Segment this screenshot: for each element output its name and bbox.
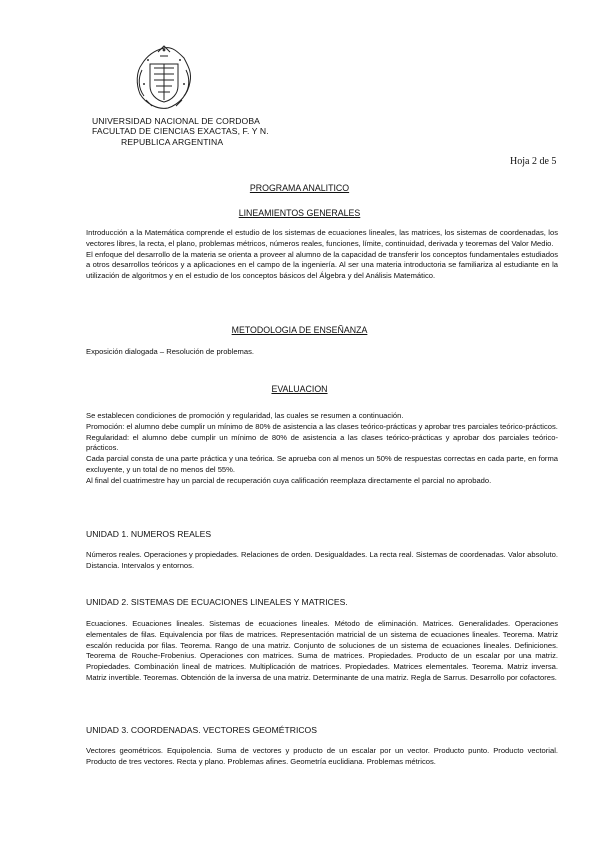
evaluacion-paragraph: Promoción: el alumno debe cumplir un mínimo de 80% de asistencia a las clases teórico-prácticas y aprobar tres parciales teórico-prácticos. — [86, 421, 558, 431]
evaluacion-body — [86, 411, 558, 487]
metodologia-paragraph: Exposición dialogada – Resolución de problemas. — [86, 347, 255, 356]
page-number: Hoja 2 de 5 — [510, 156, 557, 167]
unit-1-body: Números reales. Operaciones y propiedades. Relaciones de orden. Desigualdades. La recta real. Sistemas de coordenadas. Valor absoluto. Distancia. Intervalos y entornos. — [86, 550, 558, 570]
lineamientos-heading: LINEAMIENTOS GENERALES — [238, 208, 361, 218]
unit-3-title: UNIDAD 3. COORDENADAS. VECTORES GEOMÉTRICOS — [86, 725, 317, 735]
evaluacion-paragraph: Al final del cuatrimestre hay un parcial de recuperación cuya calificación reemplaza directamente el parcial no aprobado. — [86, 475, 492, 485]
program-title: PROGRAMA ANALITICO — [249, 183, 350, 193]
evaluacion-paragraph: Se establecen condiciones de promoción y regularidad, las cuales se resumen a continuación. — [86, 411, 404, 420]
lineamientos-paragraph: El enfoque del desarrollo de la materia se orienta a proveer al alumno de la capacidad de transferir los conceptos fundamentales estudiados a otros desarrollos teóricos y a aplicaciones en el campo de la ingeniería. Al ser una materia introductoria se familiariza al estudiante en la utilización de algoritmos y en el estudio de los conceptos básicos del Álgebra y del Análisis Matemático. — [86, 249, 558, 281]
evaluacion-paragraph: Regularidad: el alumno debe cumplir un mínimo de 80% de asistencia a las clases teórico-prácticas y aprobar dos parciales teórico-prácticos. — [86, 432, 558, 453]
unit-3-body: Vectores geométricos. Equipolencia. Suma de vectores y producto de un escalar por un vector. Producto punto. Producto vectorial. Producto de tres vectores. Recta y plano. Problemas afines. Geometría euclidiana. Problemas métricos. — [86, 746, 558, 766]
metodologia-body — [86, 347, 558, 358]
faculty-name: FACULTAD DE CIENCIAS EXACTAS, F. Y N. — [92, 126, 269, 136]
lineamientos-paragraph: Introducción a la Matemática comprende el estudio de los sistemas de ecuaciones lineales, las matrices, los sistemas de coordenadas, los vectores libres, la recta, el plano, problemas métricos, números reales, funciones, límite, continuidad, derivada y teoremas del Valor Medio. — [86, 228, 558, 248]
country-name: REPUBLICA ARGENTINA — [121, 137, 224, 147]
metodologia-heading: METODOLOGIA DE ENSEÑANZA — [231, 325, 368, 335]
evaluacion-heading: EVALUACION — [271, 384, 328, 394]
university-seal — [128, 42, 200, 114]
unit-2-title: UNIDAD 2. SISTEMAS DE ECUACIONES LINEALES Y MATRICES. — [86, 597, 348, 607]
evaluacion-paragraph: Cada parcial consta de una parte práctica y una teórica. Se aprueba con al menos un 50% de respuestas correctas en cada parte, en forma excluyente, y un total de no menos del 55%. — [86, 454, 558, 474]
university-name: UNIVERSIDAD NACIONAL DE CORDOBA — [92, 116, 261, 126]
unit-1-title: UNIDAD 1. NUMEROS REALES — [86, 529, 212, 539]
unit-2-body: Ecuaciones. Ecuaciones lineales. Sistemas de ecuaciones lineales. Método de eliminación. Matrices. Generalidades. Operaciones elementales de filas. Equivalencia por filas de matrices. Representación matricial de un sistema de ecuaciones lineales. Teorema. Matriz escalón reducida por filas. Teorema. Rango de una matriz. Conjunto de soluciones de un sistema de ecuaciones lineales. Definiciones. Teorema de Rouche-Frobenius. Operaciones con matrices. Suma de matrices. Propiedades. Producto de un escalar por una matriz. Propiedades. Combinación lineal de matrices. Multiplicación de matrices. Propiedades. Matrices elementales. Teorema. Matriz inversa. Matriz invertible. Teoremas. Obtención de la inversa de una matriz. Determinante de una matriz. Regla de Sarrus. Desarrollo por cofactores. — [86, 619, 558, 682]
lineamientos-body — [86, 228, 558, 282]
